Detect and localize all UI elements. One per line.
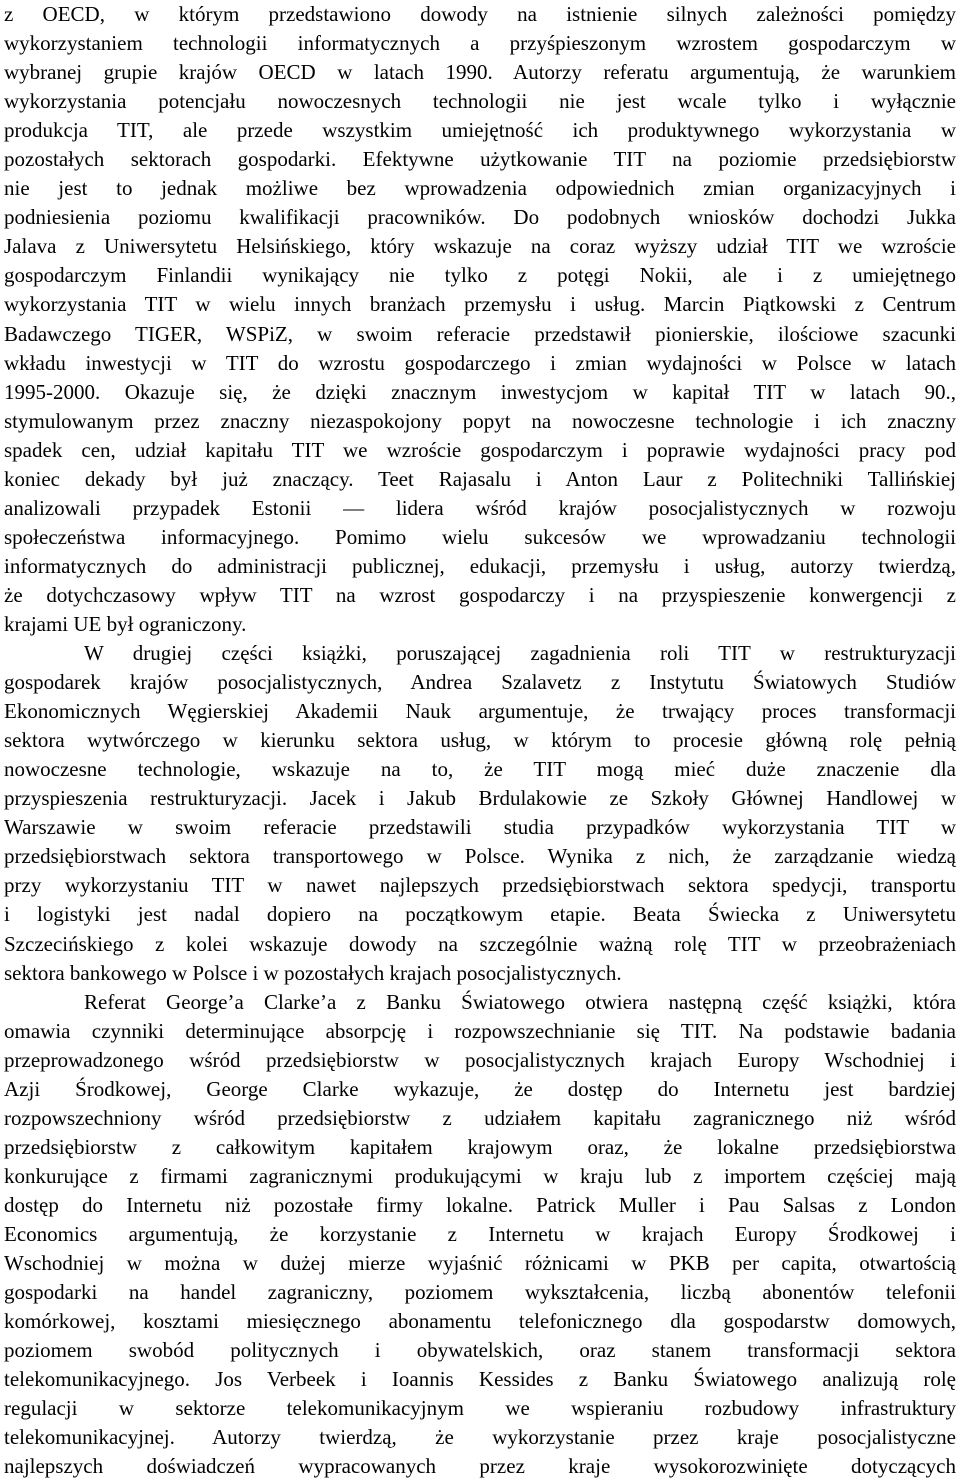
text-line: że dotychczasowy wpływ TIT na wzrost gospodarczy i na przyspieszenie konwergencji z — [4, 582, 956, 607]
paragraph-1 — [4, 0, 956, 639]
text-line: spadek cen, udział kapitału TIT we wzroście gospodarczym i poprawie wydajności pracy pod — [4, 437, 956, 462]
text-line: W drugiej części książki, poruszającej zagadnienia roli TIT w restrukturyzacji — [84, 641, 956, 666]
text-line: koniec dekady był już znaczący. Teet Rajasalu i Anton Laur z Politechniki Tallińskiej — [4, 466, 956, 491]
text-line: dostęp do Internetu niż pozostałe firmy lokalne. Patrick Muller i Pau Salsas z London — [4, 1192, 956, 1217]
text-line: sektora bankowego w Polsce i w pozostałych krajach posocjalistycznych. — [4, 960, 622, 985]
text-line: gospodarczym Finlandii wynikający nie tylko z potęgi Nokii, ale i z umiejętnego — [4, 263, 956, 288]
text-line: komórkowej, kosztami miesięcznego abonamentu telefonicznego dla gospodarstw domowych, — [4, 1309, 956, 1334]
text-line: Szczecińskiego z kolei wskazuje dowody na szczególnie ważną rolę TIT w przeobrażeniach — [4, 931, 956, 956]
text-line: 1995-2000. Okazuje się, że dzięki znacznym inwestycjom w kapitał TIT w latach 90., — [4, 379, 956, 404]
text-line: produkcja TIT, ale przede wszystkim umiejętność ich produktywnego wykorzystania w — [4, 118, 956, 143]
text-line: nowoczesne technologie, wskazuje na to, że TIT mogą mieć duże znaczenie dla — [4, 757, 956, 782]
text-line: z OECD, w którym przedstawiono dowody na istnienie silnych zależności pomiędzy — [4, 2, 956, 26]
text-line: wykorzystania potencjału nowoczesnych technologii nie jest wcale tylko i wyłącznie — [4, 89, 956, 114]
paragraph-2 — [4, 639, 956, 988]
text-line: wykorzystania TIT w wielu innych branżach przemysłu i usług. Marcin Piątkowski z Centrum — [4, 292, 956, 317]
text-line: nie jest to jednak możliwe bez wprowadzenia odpowiednich zmian organizacyjnych i — [4, 176, 956, 201]
text-line: gospodarek krajów posocjalistycznych, Andrea Szalavetz z Instytutu Światowych Studiów — [4, 670, 956, 695]
text-line: informatycznych do administracji publicznej, edukacji, przemysłu i usług, autorzy twierdzą, — [4, 553, 956, 578]
text-line: sektora wytwórczego w kierunku sektora usług, w którym to procesie główną rolę pełnią — [4, 728, 956, 753]
text-line: analizowali przypadek Estonii — lidera wśród krajów posocjalistycznych w rozwoju — [4, 495, 956, 520]
text-line: podniesienia poziomu kwalifikacji pracowników. Do podobnych wniosków dochodzi Jukka — [4, 205, 956, 230]
text-line: wybranej grupie krajów OECD w latach 1990. Autorzy referatu argumentują, że warunkiem — [4, 60, 956, 85]
text-line: Badawczego TIGER, WSPiZ, w swoim referacie przedstawił pionierskie, ilościowe szacunki — [4, 321, 956, 346]
text-line: pozostałych sektorach gospodarki. Efektywne użytkowanie TIT na poziomie przedsiębiorstw — [4, 147, 956, 172]
text-line: krajami UE był ograniczony. — [4, 611, 247, 636]
text-line: gospodarki na handel zagraniczny, poziomem wykształcenia, liczbą abonentów telefonii — [4, 1280, 956, 1305]
text-line: najlepszych doświadczeń wypracowanych przez kraje wysokorozwinięte dotyczących — [4, 1454, 956, 1479]
text-line: Ekonomicznych Węgierskiej Akademii Nauk argumentuje, że trwający proces transformacji — [4, 699, 956, 724]
text-line: i logistyki jest nadal dopiero na początkowym etapie. Beata Świecka z Uniwersytetu — [4, 902, 956, 927]
text-line: wkładu inwestycji w TIT do wzrostu gospodarczego i zmian wydajności w Polsce w latach — [4, 350, 956, 375]
text-line: Warszawie w swoim referacie przedstawili studia przypadków wykorzystania TIT w — [4, 815, 956, 840]
text-line: Referat George’a Clarke’a z Banku Światowego otwiera następną część książki, która — [84, 989, 956, 1014]
text-line: telekomunikacyjnej. Autorzy twierdzą, że wykorzystanie przez kraje posocjalistyczne — [4, 1425, 956, 1450]
text-line: poziomem swobód politycznych i obywatelskich, oraz stanem transformacji sektora — [4, 1338, 956, 1363]
text-line: konkurujące z firmami zagranicznymi produkującymi w kraju lub z importem częściej mają — [4, 1163, 956, 1188]
text-line: regulacji w sektorze telekomunikacyjnym we wspieraniu rozbudowy infrastruktury — [4, 1396, 956, 1421]
text-line: Wschodniej w można w dużej mierze wyjaśnić różnicami w PKB per capita, otwartością — [4, 1251, 956, 1276]
text-line: przy wykorzystaniu TIT w nawet najlepszych przedsiębiorstwach sektora spedycji, transportu — [4, 873, 956, 898]
text-line: omawia czynniki determinujące absorpcję i rozpowszechnianie się TIT. Na podstawie badania — [4, 1018, 956, 1043]
text-line: Azji Środkowej, George Clarke wykazuje, że dostęp do Internetu jest bardziej — [4, 1076, 956, 1101]
text-line: stymulowanym przez znaczny niezaspokojony popyt na nowoczesne technologie i ich znaczny — [4, 408, 956, 433]
paragraph-3 — [4, 988, 956, 1481]
text-line: rozpowszechniony wśród przedsiębiorstw z udziałem kapitału zagranicznego niż wśród — [4, 1105, 956, 1130]
text-line: wykorzystaniem technologii informatycznych a przyśpieszonym wzrostem gospodarczym w — [4, 31, 956, 56]
text-line: przeprowadzonego wśród przedsiębiorstw w posocjalistycznych krajach Europy Wschodniej i — [4, 1047, 956, 1072]
text-line: przyspieszenia restrukturyzacji. Jacek i Jakub Brdulakowie ze Szkoły Głównej Handlowej w — [4, 786, 956, 811]
text-line: Economics argumentują, że korzystanie z Internetu w krajach Europy Środkowej i — [4, 1221, 956, 1246]
text-line: społeczeństwa informacyjnego. Pomimo wielu sukcesów we wprowadzaniu technologii — [4, 524, 956, 549]
text-line: przedsiębiorstw z całkowitym kapitałem krajowym oraz, że lokalne przedsiębiorstwa — [4, 1134, 956, 1159]
text-line: Jalava z Uniwersytetu Helsińskiego, który wskazuje na coraz wyższy udział TIT we wzroście — [4, 234, 956, 259]
text-line: telekomunikacyjnego. Jos Verbeek i Ioannis Kessides z Banku Światowego analizują rolę — [4, 1367, 956, 1392]
text-line: przedsiębiorstwach sektora transportowego w Polsce. Wynika z nich, że zarządzanie wiedzą — [4, 844, 956, 869]
